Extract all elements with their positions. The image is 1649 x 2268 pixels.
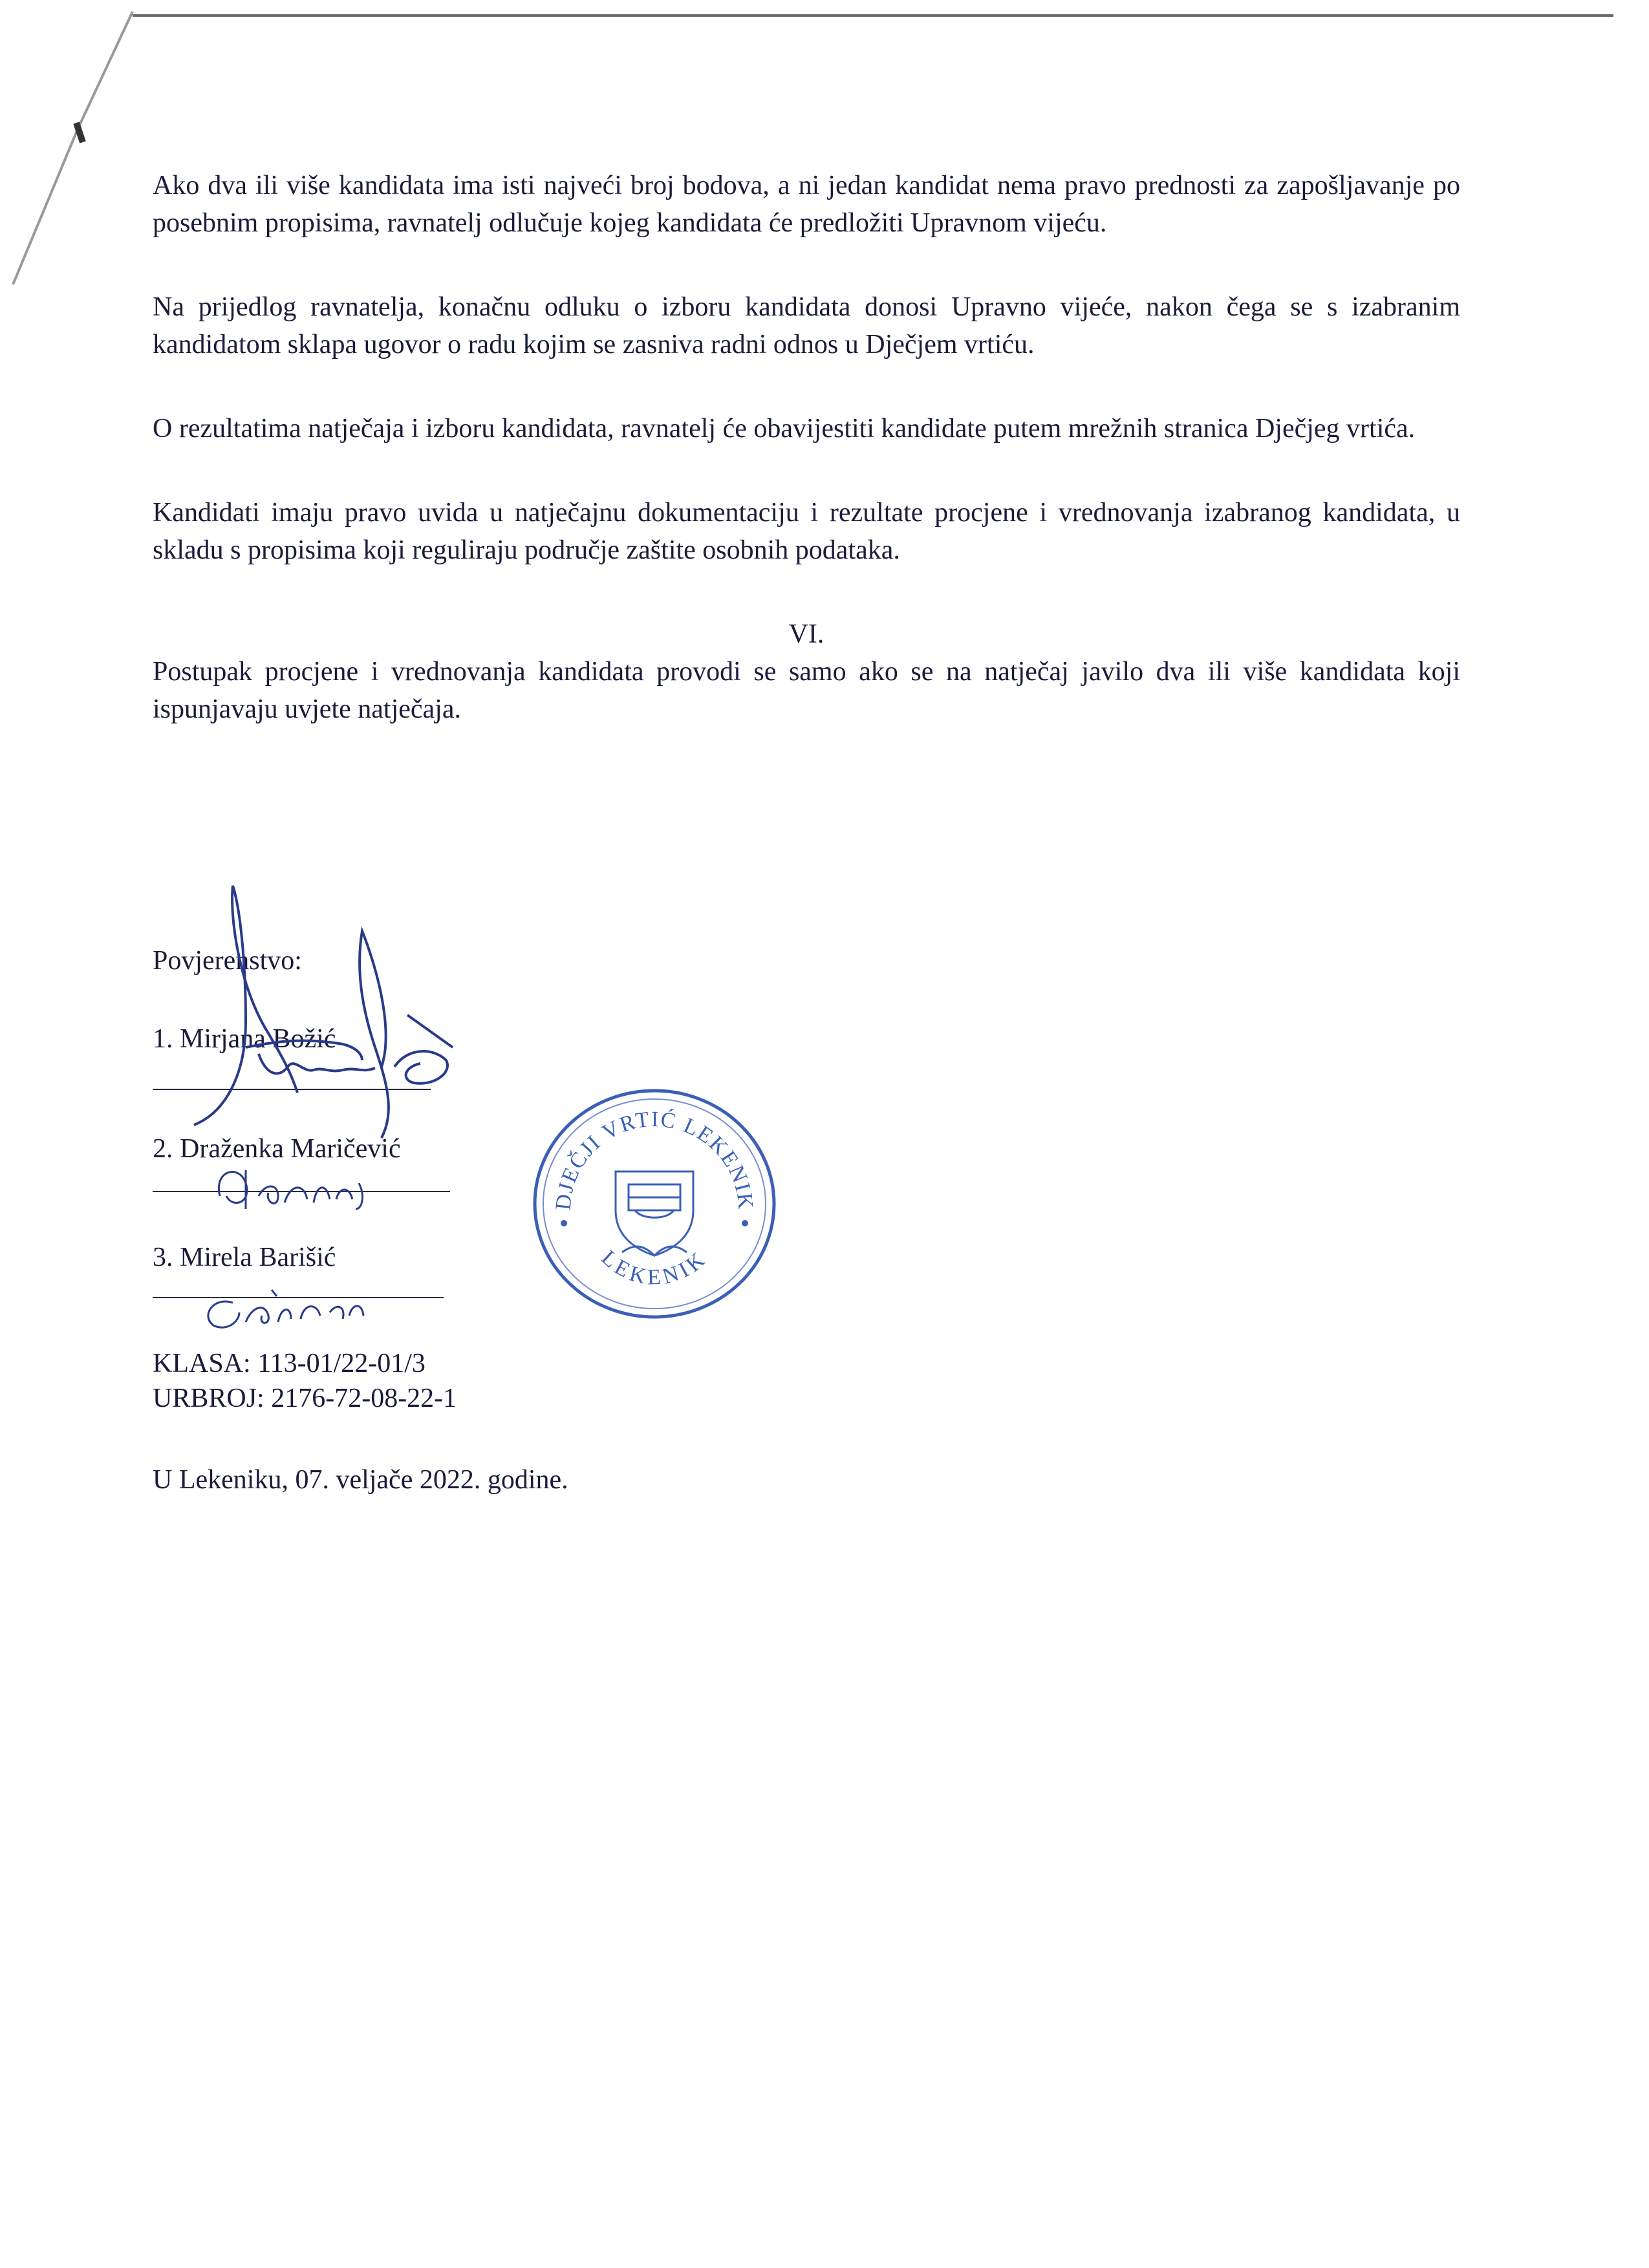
signature-mirjana-bozic bbox=[149, 879, 485, 1151]
stamp-bottom-text: LEKENIK bbox=[596, 1245, 713, 1290]
stamp-top-text: DJEČJI VRTIĆ LEKENIK bbox=[551, 1107, 758, 1212]
paragraph-results-notice: O rezultatima natječaja i izboru kandidata, ravnatelj će obavijestiti kandidate putem mrežnih stranica Dječjeg vrtića. bbox=[153, 414, 1416, 444]
member-name: 1. Mirjana Božić bbox=[153, 1024, 336, 1054]
coat-of-arms-icon bbox=[616, 1171, 693, 1256]
klasa: KLASA: 113-01/22-01/3 bbox=[153, 1349, 426, 1378]
signature-mirela-barisic bbox=[194, 1277, 375, 1342]
document-body bbox=[153, 167, 1460, 728]
section-number: VI. bbox=[788, 619, 824, 649]
official-stamp bbox=[525, 1081, 784, 1327]
committee-member-3 bbox=[153, 1241, 476, 1274]
signature-drazenka-maricevic bbox=[207, 1157, 388, 1222]
scan-edge-left bbox=[0, 0, 168, 297]
scan-edge-top bbox=[133, 14, 1613, 17]
member-name: 2. Draženka Maričević bbox=[153, 1134, 401, 1164]
section-text: Postupak procjene i vrednovanja kandidata provodi se samo ako se na natječaj javilo dva ili više kandidata koji ispunjavaju uvjete natječaja. bbox=[153, 657, 1460, 724]
place-and-date: U Lekeniku, 07. veljače 2022. godine. bbox=[153, 1465, 568, 1495]
member-name: 3. Mirela Barišić bbox=[153, 1243, 336, 1272]
urbroj: URBROJ: 2176-72-08-22-1 bbox=[153, 1384, 457, 1413]
paragraph-final-decision: Na prijedlog ravnatelja, konačnu odluku o izboru kandidata donosi Upravno vijeće, nakon čega se s izabranim kandidatom sklapa ugovor o radu kojim se zasniva radni odnos u Dječjem vrtiću. bbox=[153, 292, 1460, 359]
classification-block bbox=[153, 1346, 457, 1416]
committee-label: Povjerenstvo: bbox=[153, 946, 302, 976]
paragraph-tie-rule: Ako dva ili više kandidata ima isti najveći broj bodova, a ni jedan kandidat nema pravo prednosti za zapošljavanje po posebnim propisima, ravnatelj odlučuje kojeg kandidata će predložiti Upravnom vijeću. bbox=[153, 171, 1460, 238]
paragraph-documentation-access: Kandidati imaju pravo uvida u natječajnu dokumentaciju i rezultate procjene i vrednovanja izabranog kandidata, u skladu s propisima koji reguliraju područje zaštite osobnih podataka. bbox=[153, 498, 1460, 565]
